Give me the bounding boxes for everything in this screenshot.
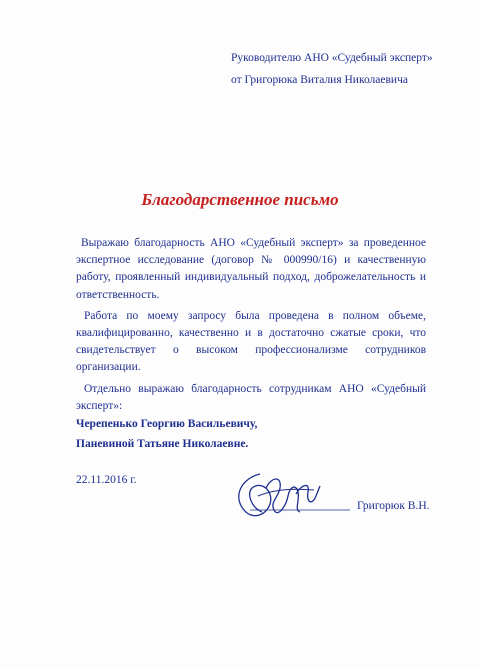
letter-body xyxy=(76,235,426,415)
paragraph-work: Работа по моему запросу была проведена в полном объеме, квалифицированно, качественно и в достаточно сжатые сроки, что свидетельствует о высоком профессионализме сотрудников организации. xyxy=(76,309,426,374)
signer-name: Григорюк В.Н. xyxy=(357,500,430,512)
paragraph-gratitude: Выражаю благодарность АНО «Судебный эксперт» за проведенное экспертное исследование (договор № 000990/16) и качественную работу, проявленный индивидуальный подход, доброжелательность и ответственность. xyxy=(76,237,426,301)
paragraph-staff: Отдельно выражаю благодарность сотрудникам АНО «Судебный эксперт»: xyxy=(76,382,426,412)
staff-name-1: Черепенько Георгию Васильевичу, xyxy=(76,418,258,430)
addressee-block xyxy=(231,47,433,91)
staff-name-2: Паневиной Татьяне Николаевне. xyxy=(76,438,249,450)
signature-icon xyxy=(222,466,352,526)
staff-names xyxy=(76,414,257,454)
letter-date: 22.11.2016 г. xyxy=(76,474,137,486)
addressee-to: Руководителю АНО «Судебный эксперт» xyxy=(231,52,433,64)
letter-title: Благодарственное письмо xyxy=(141,190,339,209)
addressee-from: от Григорюка Виталия Николаевича xyxy=(231,74,408,86)
